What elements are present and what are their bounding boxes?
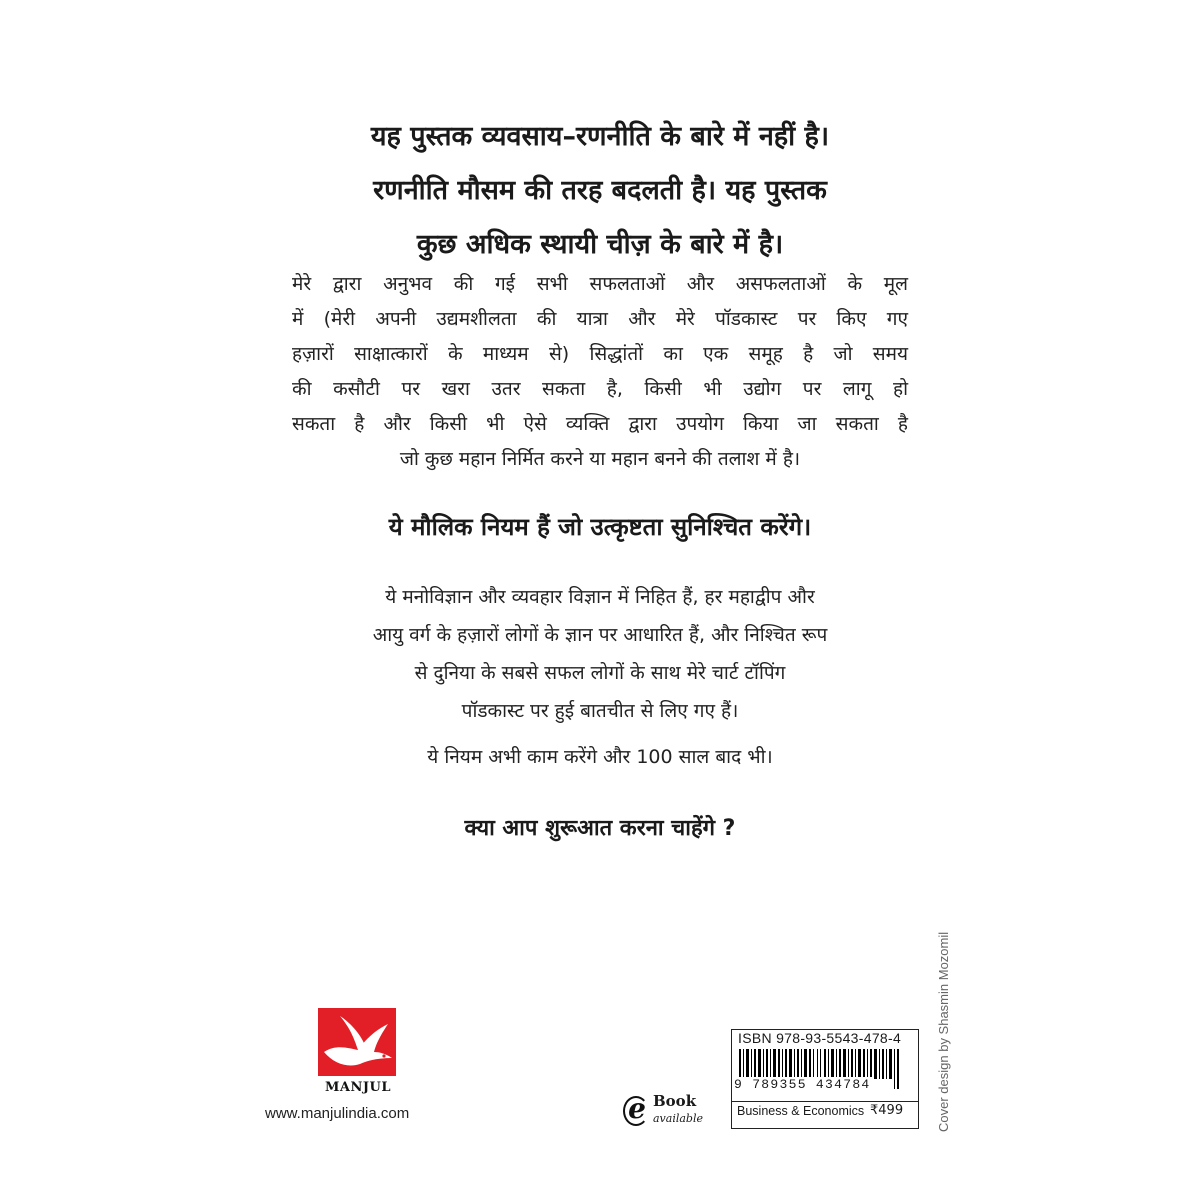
publisher-name: MANJUL bbox=[325, 1080, 391, 1095]
book-category: Business & Economics bbox=[737, 1104, 865, 1118]
paragraph-line: हज़ारों साक्षात्कारों के माध्यम से) सिद्धांतों का एक समूह है जो समय bbox=[292, 343, 908, 365]
isbn-divider bbox=[731, 1101, 919, 1102]
book-price: ₹499 bbox=[870, 1103, 904, 1118]
paragraph-line: में (मेरी अपनी उद्यमशीलता की यात्रा और मेरे पॉडकास्ट पर किए गए bbox=[292, 308, 908, 330]
paragraph-line: जो कुछ महान निर्मित करने या महान बनने की तलाश में है। bbox=[399, 448, 801, 470]
paragraph-line: से दुनिया के सबसे सफल लोगों के साथ मेरे चार्ट टॉपिंग bbox=[414, 662, 786, 684]
paragraph-principles bbox=[292, 267, 908, 477]
paragraph-line: मेरे द्वारा अनुभव की गई सभी सफलताओं और असफलताओं के मूल bbox=[292, 273, 908, 295]
closing-question: क्या आप शुरूआत करना चाहेंगे ? bbox=[464, 816, 736, 841]
paragraph-line: आयु वर्ग के हज़ारों लोगों के ज्ञान पर आधारित हैं, और निश्चित रूप bbox=[372, 624, 828, 646]
headline-line: यह पुस्तक व्यवसाय–रणनीति के बारे में नहीं है। bbox=[370, 121, 830, 152]
publisher-website: www.manjulindia.com bbox=[265, 1105, 410, 1122]
hundred-years-line: ये नियम अभी काम करेंगे और 100 साल बाद भी। bbox=[427, 746, 773, 768]
cover-design-credit: Cover design by Shasmin Mozomil bbox=[936, 931, 951, 1132]
isbn-number: ISBN 978-93-5543-478-4 bbox=[738, 1030, 902, 1046]
ebook-available-label: available bbox=[653, 1112, 703, 1125]
headline bbox=[200, 110, 1000, 272]
publisher-logo-icon bbox=[318, 1008, 396, 1076]
paragraph-science bbox=[292, 578, 908, 730]
paragraph-line: ये मनोविज्ञान और व्यवहार विज्ञान में निहित हैं, हर महाद्वीप और bbox=[385, 586, 815, 608]
ebook-book-label: Book bbox=[653, 1092, 697, 1110]
paragraph-line: की कसौटी पर खरा उतर सकता है, किसी भी उद्योग पर लागू हो bbox=[292, 378, 908, 400]
paragraph-line: पॉडकास्ट पर हुई बातचीत से लिए गए हैं। bbox=[461, 700, 739, 722]
paragraph-line: सकता है और किसी भी ऐसे व्यक्ति द्वारा उपयोग किया जा सकता है bbox=[292, 413, 908, 435]
rule-statement: ये मौलिक नियम हैं जो उत्कृष्टता सुनिश्चित करेंगे। bbox=[388, 513, 812, 541]
ebook-badge bbox=[622, 1093, 706, 1131]
barcode-digits: 9 789355 434784 bbox=[734, 1077, 871, 1092]
headline-line: कुछ अधिक स्थायी चीज़ के बारे में है। bbox=[416, 229, 784, 260]
headline-line: रणनीति मौसम की तरह बदलती है। यह पुस्तक bbox=[373, 175, 827, 206]
ebook-e-icon: e bbox=[628, 1092, 646, 1125]
